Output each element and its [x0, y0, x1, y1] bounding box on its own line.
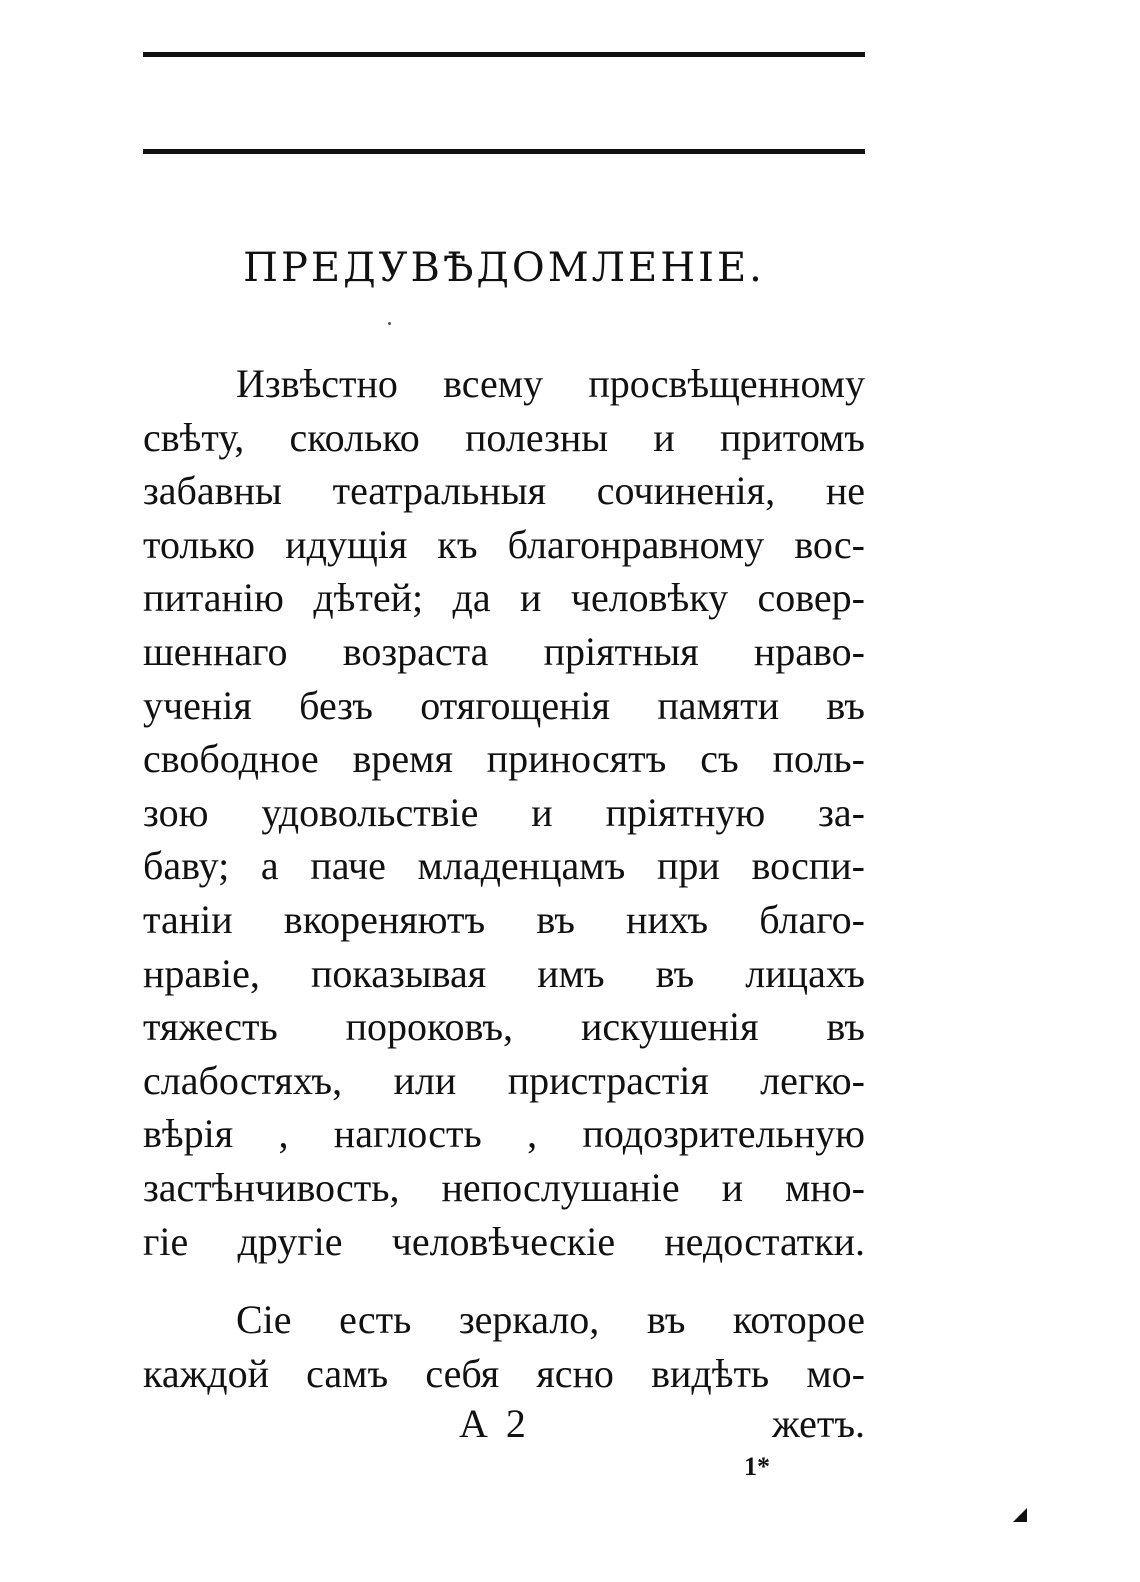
text-line: свободное время приносятъ съ поль- — [143, 736, 865, 782]
text-line: зою удовольствіе и пріятную за- — [143, 789, 865, 835]
paragraph-1 — [143, 357, 865, 1268]
text-line: каждой самъ себя ясно видѣть мо- — [143, 1350, 865, 1396]
text-line: таніи вкореняютъ въ нихъ благо- — [143, 896, 865, 942]
text-line: нравіе, показывая имъ въ лицахъ — [143, 950, 865, 996]
text-line: Извѣстно всему просвѣщенному — [236, 361, 865, 406]
signature-mark: А 2 — [459, 1401, 530, 1446]
text-line: питанію дѣтей; да и человѣку совер- — [143, 575, 865, 621]
text-line: Сіе есть зеркало, въ которое — [236, 1297, 865, 1342]
second-rule — [143, 149, 865, 154]
text-line: шеннаго возраста пріятныя нраво- — [143, 628, 865, 674]
print-speck — [388, 322, 391, 325]
text-line: ученія безъ отягощенія памяти въ — [143, 682, 865, 728]
text-line: только идущія къ благонравному вос- — [143, 521, 865, 567]
page-footer — [143, 1400, 865, 1450]
text-line: тяжесть пороковъ, искушенія въ — [143, 1004, 865, 1050]
text-line: вѣрія , наглость , подозрительную — [143, 1111, 865, 1157]
text-line: баву; а паче младенцамъ при воспи- — [143, 843, 865, 889]
paragraph-2 — [143, 1293, 865, 1400]
text-line: свѣту, сколько полезны и притомъ — [143, 414, 865, 460]
page-title: ПРЕДУВѢДОМЛЕНІЕ. — [243, 245, 765, 291]
catchword: жетъ. — [771, 1401, 865, 1446]
sheet-mark: 1* — [744, 1452, 770, 1481]
text-line: забавны театральныя сочиненія, не — [143, 468, 865, 514]
corner-mark-icon — [1013, 1508, 1027, 1522]
top-rule — [143, 52, 865, 57]
text-line: слабостяхъ, или пристрастія легко- — [143, 1057, 865, 1103]
text-line: застѣнчивость, непослушаніе и мно- — [143, 1164, 865, 1210]
text-line: гіе другіе человѣческіе недостатки. — [143, 1218, 865, 1264]
